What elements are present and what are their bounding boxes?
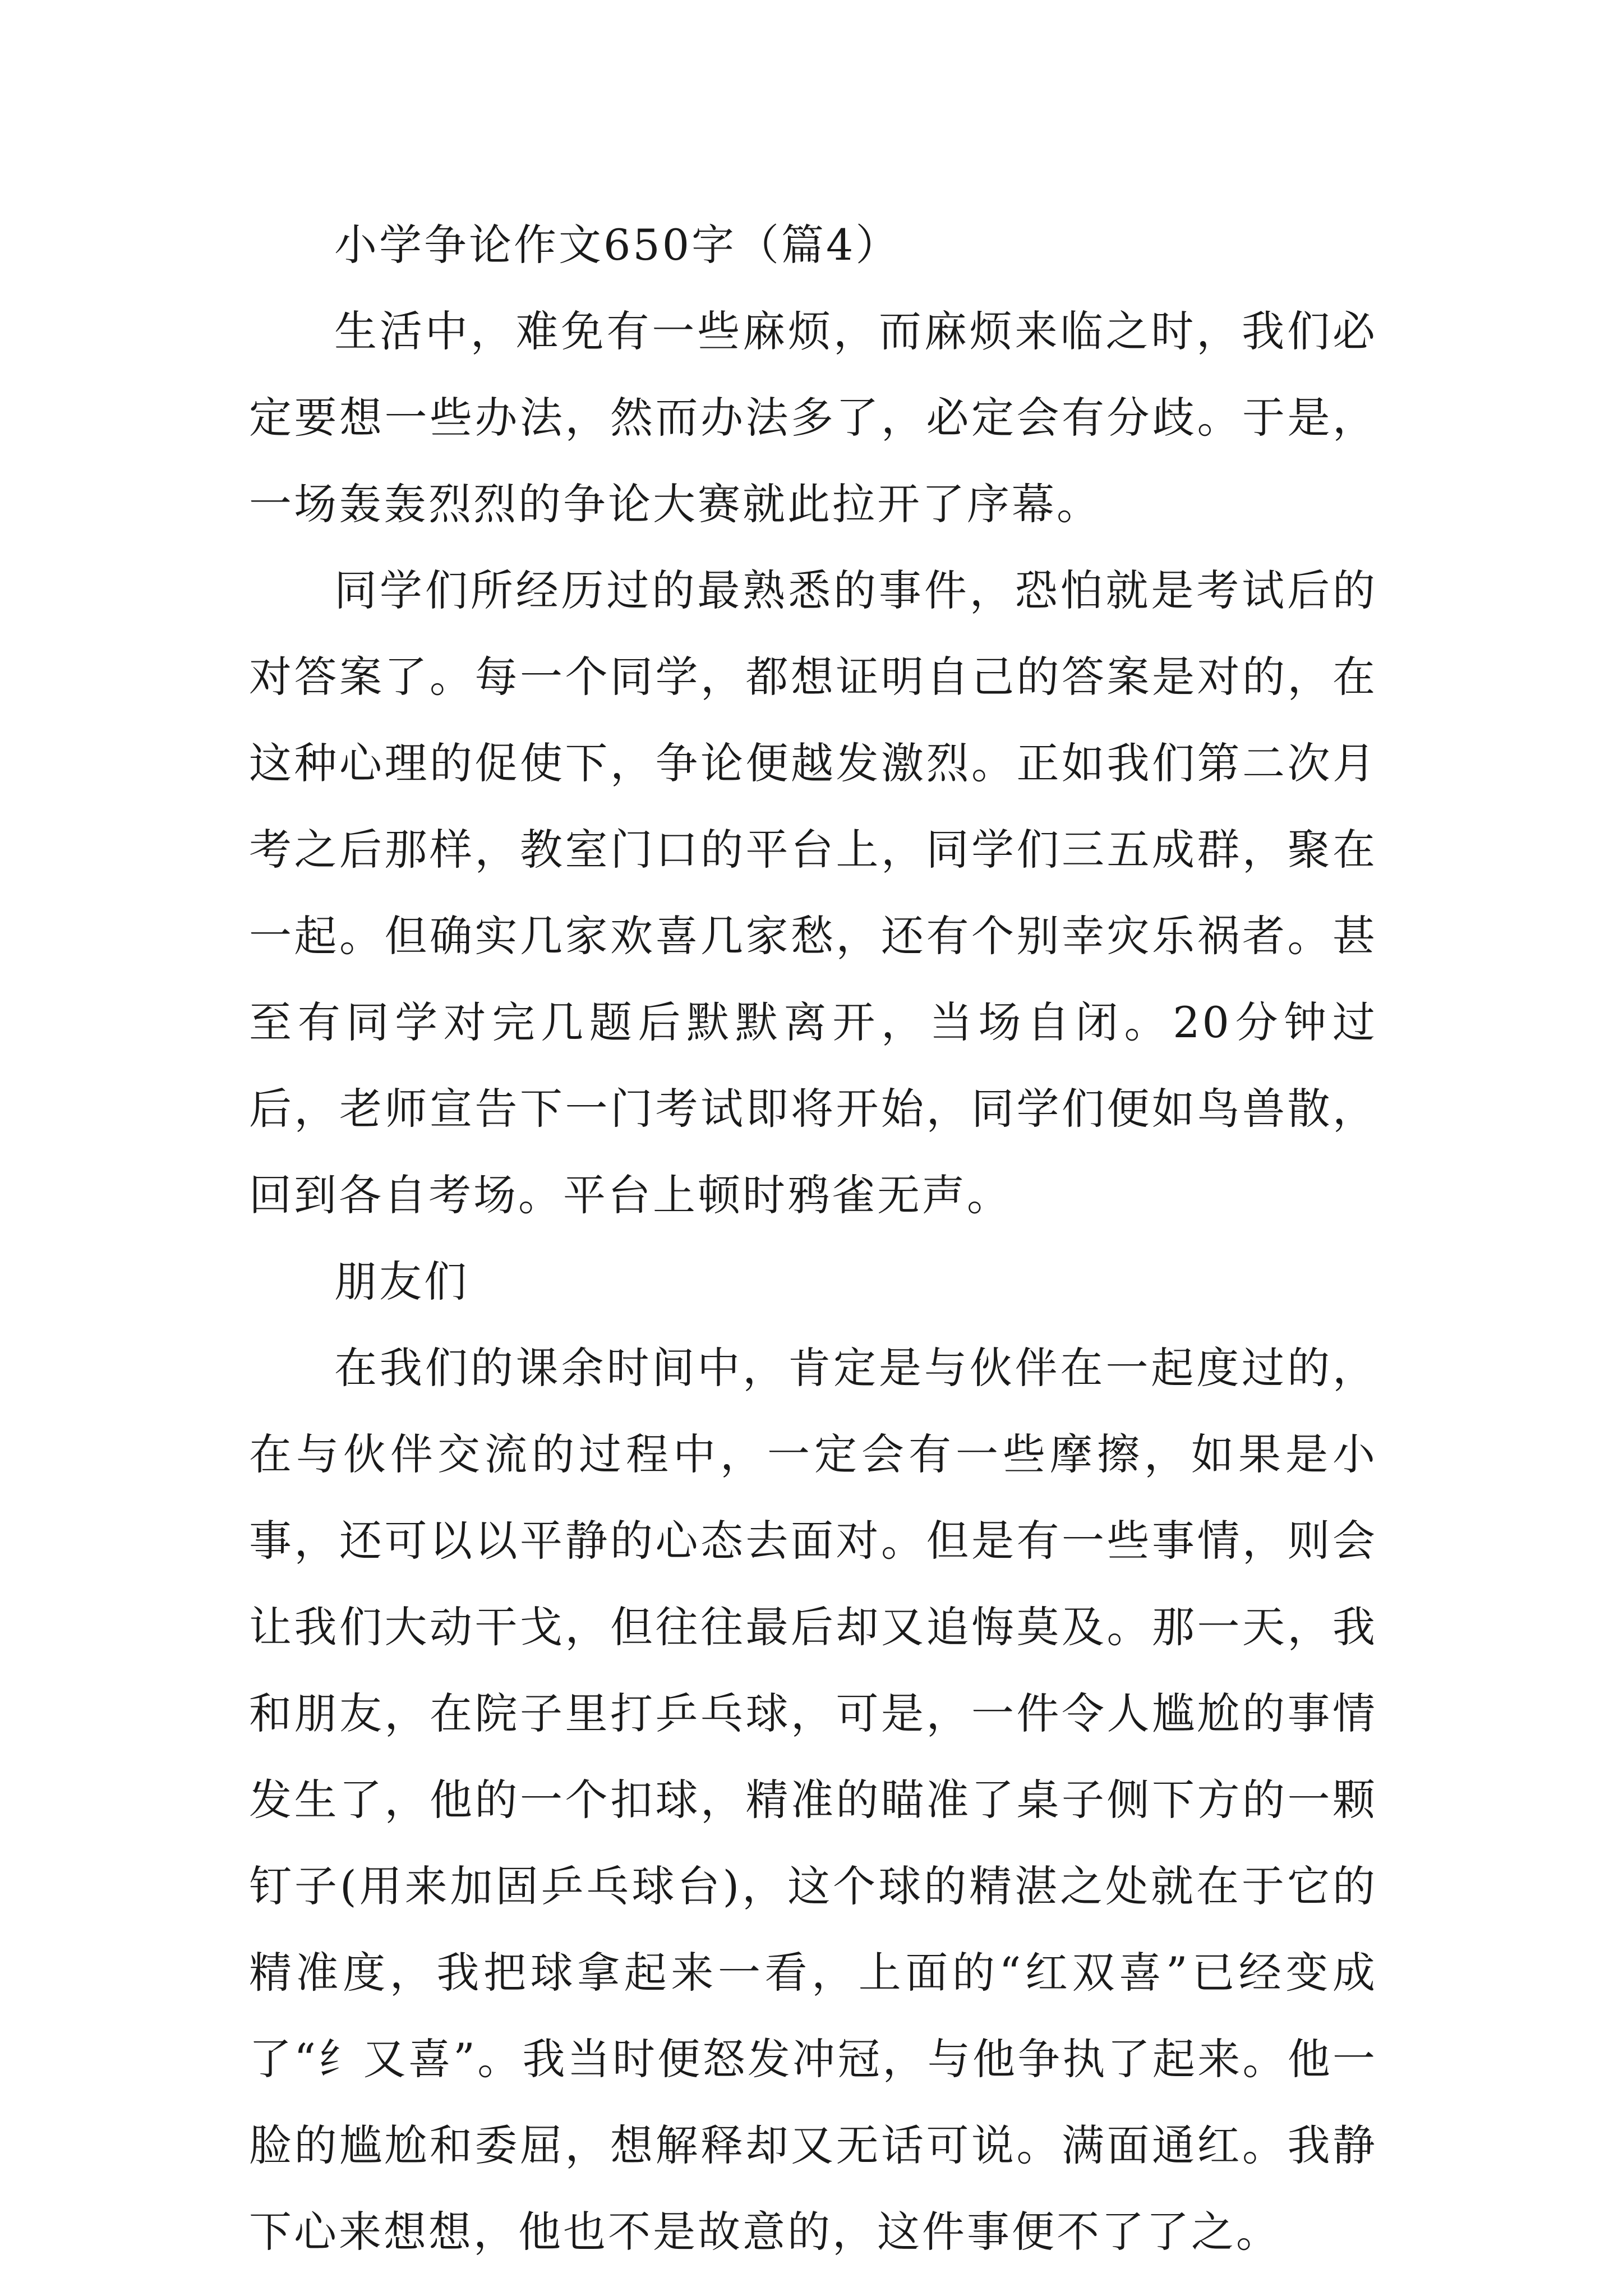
paragraph-2: 同学们所经历过的最熟悉的事件，恐怕就是考试后的对答案了。每一个同学，都想证明自己的答案是对的，在这种心理的促使下，争论便越发激烈。正如我们第二次月考之后那样，教室门口的平台上，同学们三五成群，聚在一起。但确实几家欢喜几家愁，还有个别幸灾乐祸者。甚至有同学对完几题后默默离开，当场自闭。20分钟过后，老师宣告下一门考试即将开始，同学们便如鸟兽散，回到各自考场。平台上顿时鸦雀无声。 xyxy=(249,565,1377,1220)
paragraph-4: 在我们的课余时间中，肯定是与伙伴在一起度过的，在与伙伴交流的过程中，一定会有一些摩擦，如果是小事，还可以以平静的心态去面对。但是有一些事情，则会让我们大动干戈，但往往最后却又追悔莫及。那一天，我和朋友，在院子里打乒乓球，可是，一件令人尴尬的事情发生了，他的一个扣球，精准的瞄准了桌子侧下方的一颗钉子(用来加固乒乓球台)，这个球的精湛之处就在于它的精准度，我把球拿起来一看，上面的“红双喜”已经变成了“纟又喜”。我当时便怒发冲冠，与他争执了起来。他一脸的尴尬和委屈，想解释却又无话可说。满面通红。我静下心来想想，他也不是故意的，这件事便不了了之。 xyxy=(249,1343,1377,2257)
essay-title: 小学争论作文650字（篇4） xyxy=(334,220,901,270)
paragraph-1: 生活中，难免有一些麻烦，而麻烦来临之时，我们必定要想一些办法，然而办法多了，必定会有分歧。于是，一场轰轰烈烈的争论大赛就此拉开了序幕。 xyxy=(249,306,1377,529)
paragraph-3: 朋友们 xyxy=(334,1257,469,1306)
document-body xyxy=(249,202,1377,2275)
